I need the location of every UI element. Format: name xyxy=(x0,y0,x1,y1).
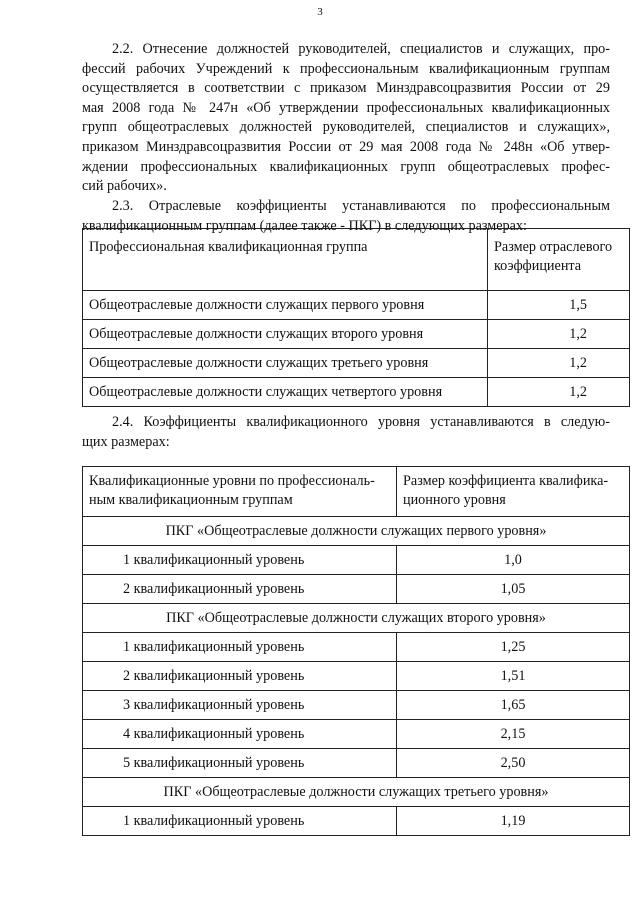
text-line: групп общеотраслевых должностей руководителей, специалистов и служащих», xyxy=(82,119,610,136)
value-cell: 1,19 xyxy=(397,807,630,836)
level-cell: 2 квалификационный уровень xyxy=(83,662,397,691)
text-line: 2.4. Коэффициенты квалификационного уровня устанавливаются в следую- xyxy=(112,414,610,430)
text-line: ждении профессиональных квалификационных групп общеотраслевых профес- xyxy=(82,158,610,175)
paragraph-2-4 xyxy=(82,413,610,452)
group-cell: Общеотраслевые должности служащих четвертого уровня xyxy=(83,378,488,407)
table-row xyxy=(83,633,630,662)
paragraph-2-2 xyxy=(82,40,610,197)
table-row xyxy=(83,546,630,575)
level-cell: 1 квалификационный уровень xyxy=(83,633,397,662)
group-heading: ПКГ «Общеотраслевые должности служащих первого уровня» xyxy=(83,517,630,546)
group-heading: ПКГ «Общеотраслевые должности служащих третьего уровня» xyxy=(83,778,630,807)
text-line: щих размерах: xyxy=(82,433,170,450)
text-line: 2.3. Отраслевые коэффициенты устанавливаются по профессиональным xyxy=(112,198,610,214)
text-line: фессий рабочих Учреждений к профессиональным квалификационным группам xyxy=(82,60,610,77)
page-number: 3 xyxy=(317,6,323,18)
level-cell: 4 квалификационный уровень xyxy=(83,720,397,749)
value-cell: 1,2 xyxy=(488,320,630,349)
level-cell: 1 квалификационный уровень xyxy=(83,546,397,575)
table-row xyxy=(83,575,630,604)
table-row xyxy=(83,349,630,378)
value-cell: 1,51 xyxy=(397,662,630,691)
table-header-row xyxy=(83,467,630,517)
header-text: Размер отраслевого xyxy=(494,239,613,255)
group-row xyxy=(83,778,630,807)
group-heading: ПКГ «Общеотраслевые должности служащих второго уровня» xyxy=(83,604,630,633)
value-cell: 1,5 xyxy=(488,291,630,320)
group-cell: Общеотраслевые должности служащих третьего уровня xyxy=(83,349,488,378)
group-cell: Общеотраслевые должности служащих первого уровня xyxy=(83,291,488,320)
value-cell: 1,25 xyxy=(397,633,630,662)
header-text: Квалификационные уровни по профессиональ- xyxy=(89,473,375,489)
table-row xyxy=(83,291,630,320)
value-cell: 1,05 xyxy=(397,575,630,604)
header-text: Размер коэффициента квалифика- xyxy=(403,473,609,489)
value-cell: 1,2 xyxy=(488,378,630,407)
level-cell: 1 квалификационный уровень xyxy=(83,807,397,836)
table-row xyxy=(83,749,630,778)
header-cell-group: Профессиональная квалификационная группа xyxy=(83,229,488,291)
header-text: ционного уровня xyxy=(403,492,506,508)
table-row xyxy=(83,320,630,349)
value-cell: 1,65 xyxy=(397,691,630,720)
table-row xyxy=(83,691,630,720)
table-header-row xyxy=(83,229,630,291)
value-cell: 1,2 xyxy=(488,349,630,378)
text-line: квалификационным группам (далее также - ПКГ) в следующих размерах: xyxy=(82,217,527,234)
level-cell: 3 квалификационный уровень xyxy=(83,691,397,720)
header-cell-size xyxy=(397,467,630,517)
group-row xyxy=(83,604,630,633)
text-line: сий рабочих». xyxy=(82,178,167,195)
level-cell: 2 квалификационный уровень xyxy=(83,575,397,604)
qualification-level-coefficients-table xyxy=(82,466,630,836)
header-text: ным квалификационным группам xyxy=(89,492,293,508)
table-row xyxy=(83,807,630,836)
sector-coefficients-table xyxy=(82,228,630,407)
value-cell: 1,0 xyxy=(397,546,630,575)
text-line: приказом Минздравсоцразвития России от 29 мая 2008 года № 248н «Об утвер- xyxy=(82,138,610,155)
table-row xyxy=(83,378,630,407)
header-cell-levels xyxy=(83,467,397,517)
text-line: мая 2008 года № 247н «Об утверждении профессиональных квалификационных xyxy=(82,99,610,116)
header-text: коэффициента xyxy=(494,258,582,274)
value-cell: 2,15 xyxy=(397,720,630,749)
group-row xyxy=(83,517,630,546)
table-row xyxy=(83,662,630,691)
level-cell: 5 квалификационный уровень xyxy=(83,749,397,778)
text-line: 2.2. Отнесение должностей руководителей, специалистов и служащих, про- xyxy=(112,41,610,57)
value-cell: 2,50 xyxy=(397,749,630,778)
text-line: осуществляется в соответствии с приказом Минздравсоцразвития России от 29 xyxy=(82,80,610,97)
header-cell-size xyxy=(488,229,630,291)
group-cell: Общеотраслевые должности служащих второго уровня xyxy=(83,320,488,349)
table-row xyxy=(83,720,630,749)
